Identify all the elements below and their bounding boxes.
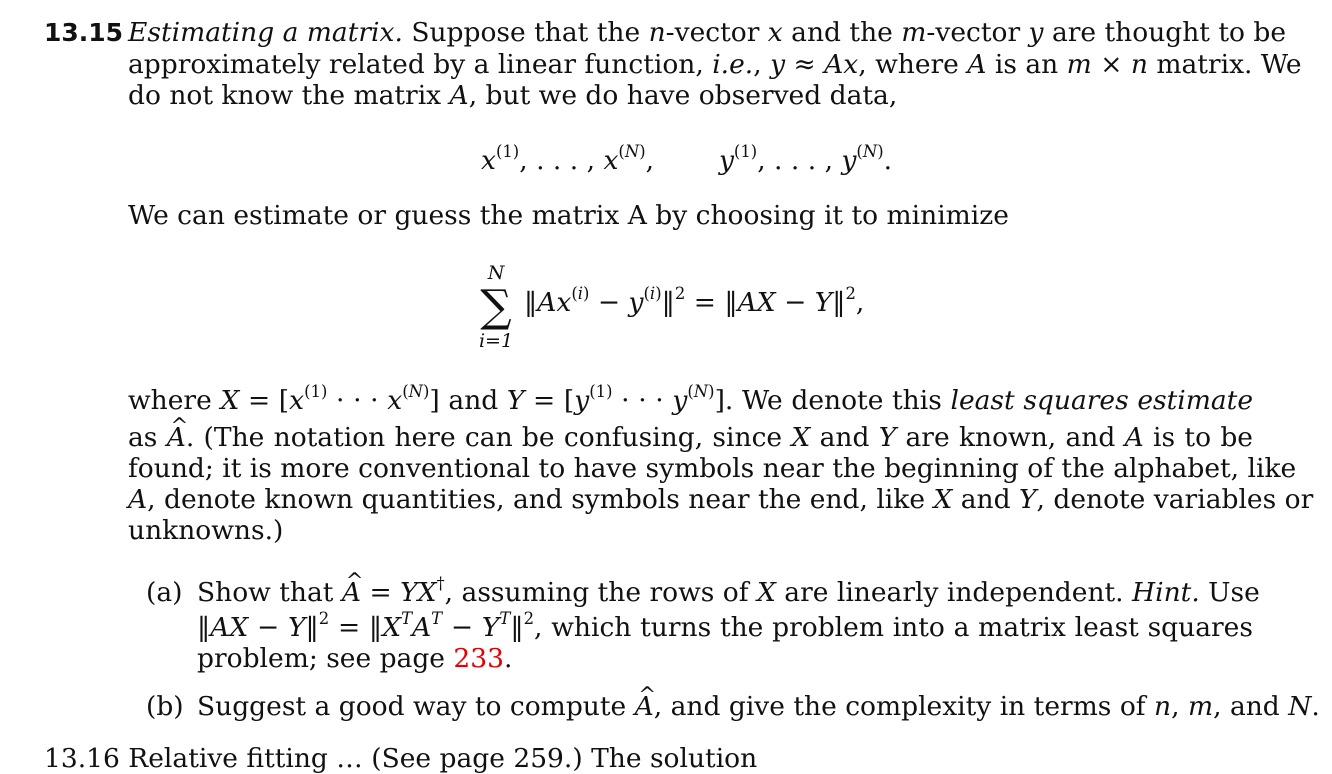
part-a-line-3: problem; see page 233.: [197, 643, 513, 674]
where-line-2: as ^ A. (The notation here can be confusing, since X and Y are known, and A is to be: [128, 423, 1253, 453]
part-a-line-1: Show that ^ A = YX†, assuming the rows of X are linearly independent. Hint. Use: [197, 578, 1253, 608]
part-b-line-1: Suggest a good way to compute ^ A, and give the complexity in terms of n, m, and N.: [197, 692, 1253, 722]
data-equation: $x^{(1)}$, . . . , $x^{(N)}$, $y^{(1)}$, . . . , $y^{(N)}$.: [481, 142, 893, 176]
page-link[interactable]: 233: [453, 643, 505, 674]
part-a-line-2: ‖AX − Y‖$^2$ = $‖X^TA^T$ − $Y^T‖^2$, which turns the problem into a matrix least squares: [197, 609, 1253, 643]
where-line-3: found; it is more conventional to have symbols near the beginning of the alphabet, like: [128, 453, 1297, 484]
where-line-4: A, denote known quantities, and symbols near the end, like X and Y, denote variables or: [128, 484, 1314, 515]
sum-lower-limit: i=1: [478, 330, 514, 352]
next-exercise-cut-off: 13.16 Relative fitting … (See page 259.) The solution: [44, 743, 758, 774]
part-a-label: (a): [146, 577, 183, 608]
exercise-title: Estimating a matrix.: [128, 17, 403, 48]
intro-line-1: [128, 17, 1287, 48]
summation-symbol: N ∑ i=1: [474, 262, 518, 350]
intro-line-3: do not know the matrix A, but we do have observed data,: [128, 80, 898, 111]
estimate-line: We can estimate or guess the matrix A by choosing it to minimize: [128, 200, 1009, 231]
sum-equation-body: $‖Ax^{(i)}$ − $y^{(i)}‖^2$ = ‖AX − Y‖$^2$,: [524, 284, 865, 318]
where-line-1: where $X = [x^{(1)}$ · · · $x^{(N)}$] and $Y = [y^{(1)}$ · · · $y^{(N)}$]. We denote this least squares estimate: [128, 382, 1254, 416]
part-b-label: (b): [146, 691, 184, 722]
sum-upper-limit: N: [487, 262, 505, 284]
intro-line-2: approximately related by a linear function, i.e., y ≈ Ax, where A is an m × n matrix. We: [128, 49, 1302, 80]
where-line-5: unknowns.): [128, 515, 284, 546]
exercise-number: 13.15: [44, 18, 124, 47]
intro-text-1: Suppose that the n-vector x and the m-vector y are thought to be: [411, 17, 1287, 48]
